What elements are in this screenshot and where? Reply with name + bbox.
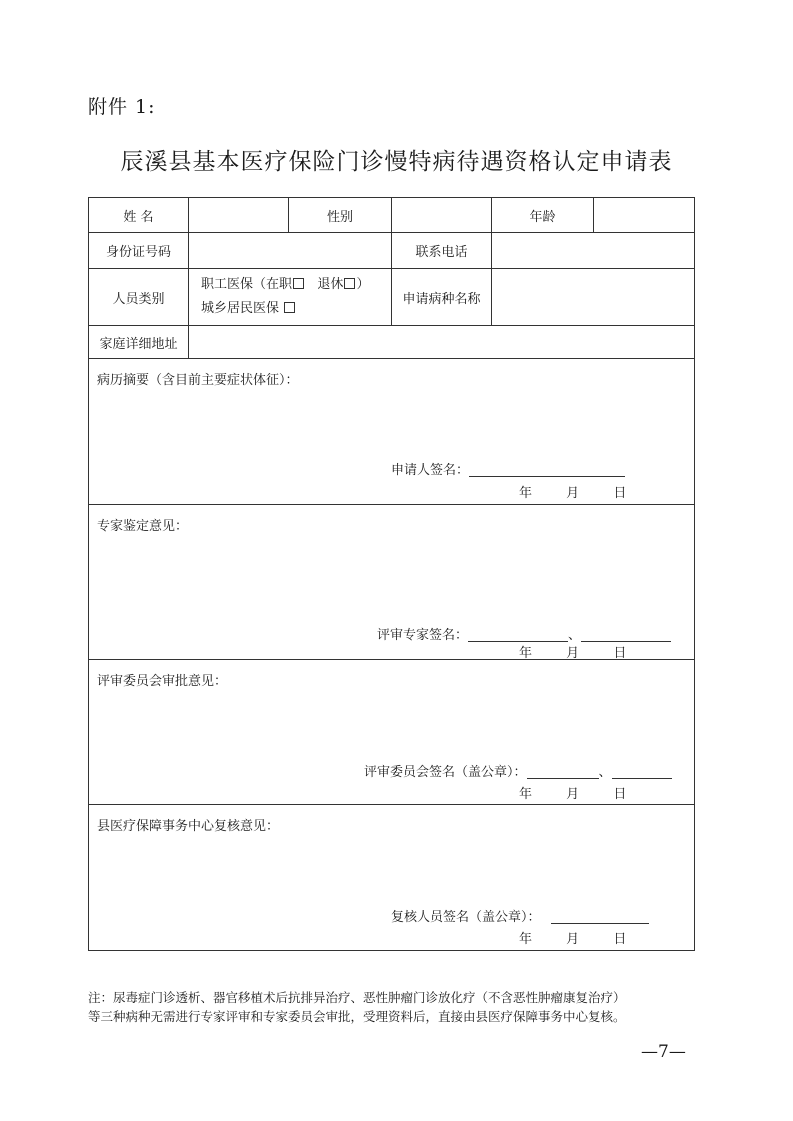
gender-input-cell[interactable] xyxy=(392,198,492,233)
applicant-date xyxy=(519,482,626,501)
review-opinion-section[interactable] xyxy=(89,805,695,951)
day-label: 日 xyxy=(613,646,627,661)
phone-label: 联系电话 xyxy=(392,233,492,269)
month-label: 月 xyxy=(566,932,580,947)
retired-checkbox[interactable] xyxy=(344,278,355,289)
page-title: 辰溪县基本医疗保险门诊慢特病待遇资格认定申请表 xyxy=(120,149,673,175)
expert-opinion-section[interactable] xyxy=(89,505,695,660)
phone-input-cell[interactable] xyxy=(492,233,695,269)
committee-opinion-title: 评审委员会审批意见： xyxy=(97,674,228,689)
person-type-label: 人员类别 xyxy=(89,269,189,326)
expert-opinion-title: 专家鉴定意见： xyxy=(97,519,189,534)
month-label: 月 xyxy=(566,787,580,802)
address-input-cell[interactable] xyxy=(189,326,695,359)
retired-label: 退休 xyxy=(317,277,344,292)
employed-checkbox[interactable] xyxy=(293,278,304,289)
review-opinion-title: 县医疗保障事务中心复核意见： xyxy=(97,819,280,834)
applicant-signature-line xyxy=(391,459,625,478)
age-label: 年龄 xyxy=(492,198,594,233)
employee-insurance-label: 职工医保（在职 xyxy=(201,277,293,292)
separator: 、 xyxy=(568,628,582,643)
gender-label: 性别 xyxy=(289,198,392,233)
disease-name-input-cell[interactable] xyxy=(492,269,695,326)
footnote-line-1: 注：尿毒症门诊透析、器官移植术后抗排异治疗、恶性肿瘤门诊放化疗（不含恶性肿瘤康复治疗） xyxy=(88,990,626,1005)
year-label: 年 xyxy=(519,932,533,947)
expert-date xyxy=(519,642,626,661)
application-form-table xyxy=(88,197,695,951)
committee-signature-field-2[interactable] xyxy=(612,764,672,779)
month-label: 月 xyxy=(566,486,580,501)
expert-signature-label: 评审专家签名： xyxy=(377,628,469,643)
day-label: 日 xyxy=(613,486,627,501)
paren-close: ） xyxy=(356,277,370,292)
committee-opinion-section[interactable] xyxy=(89,660,695,805)
reviewer-signature-field[interactable] xyxy=(551,909,649,924)
committee-signature-line xyxy=(364,761,672,780)
address-label: 家庭详细地址 xyxy=(89,326,189,359)
expert-signature-field-1[interactable] xyxy=(468,627,568,642)
footnote xyxy=(88,988,708,1026)
year-label: 年 xyxy=(519,646,533,661)
attachment-label: 附件 1: xyxy=(88,96,156,118)
year-label: 年 xyxy=(519,486,533,501)
medical-history-title: 病历摘要（含目前主要症状体征）： xyxy=(97,373,299,388)
name-input-cell[interactable] xyxy=(189,198,289,233)
day-label: 日 xyxy=(613,787,627,802)
month-label: 月 xyxy=(566,646,580,661)
applicant-signature-label: 申请人签名： xyxy=(391,463,470,478)
separator: 、 xyxy=(598,765,612,780)
reviewer-signature-line xyxy=(391,906,649,925)
applicant-signature-field[interactable] xyxy=(469,462,625,477)
committee-date xyxy=(519,783,626,802)
resident-checkbox[interactable] xyxy=(284,302,295,313)
reviewer-signature-label: 复核人员签名（盖公章）： xyxy=(391,910,541,925)
id-number-input-cell[interactable] xyxy=(189,233,392,269)
disease-name-label: 申请病种名称 xyxy=(392,269,492,326)
resident-insurance-label: 城乡居民医保 xyxy=(201,301,280,316)
committee-signature-field-1[interactable] xyxy=(527,764,599,779)
day-label: 日 xyxy=(613,932,627,947)
name-label: 姓 名 xyxy=(89,198,189,233)
footnote-line-2: 等三种病种无需进行专家评审和专家委员会审批，受理资料后，直接由县医疗保障事务中心复核。 xyxy=(88,1009,626,1024)
person-type-options xyxy=(189,269,392,326)
id-number-label: 身份证号码 xyxy=(89,233,189,269)
review-date xyxy=(519,928,626,947)
expert-signature-field-2[interactable] xyxy=(581,627,671,642)
page-number: —7— xyxy=(641,1042,686,1062)
medical-history-section[interactable] xyxy=(89,359,695,505)
committee-signature-label: 评审委员会签名（盖公章）： xyxy=(364,765,527,780)
year-label: 年 xyxy=(519,787,533,802)
expert-signature-line xyxy=(377,624,671,643)
age-input-cell[interactable] xyxy=(594,198,695,233)
